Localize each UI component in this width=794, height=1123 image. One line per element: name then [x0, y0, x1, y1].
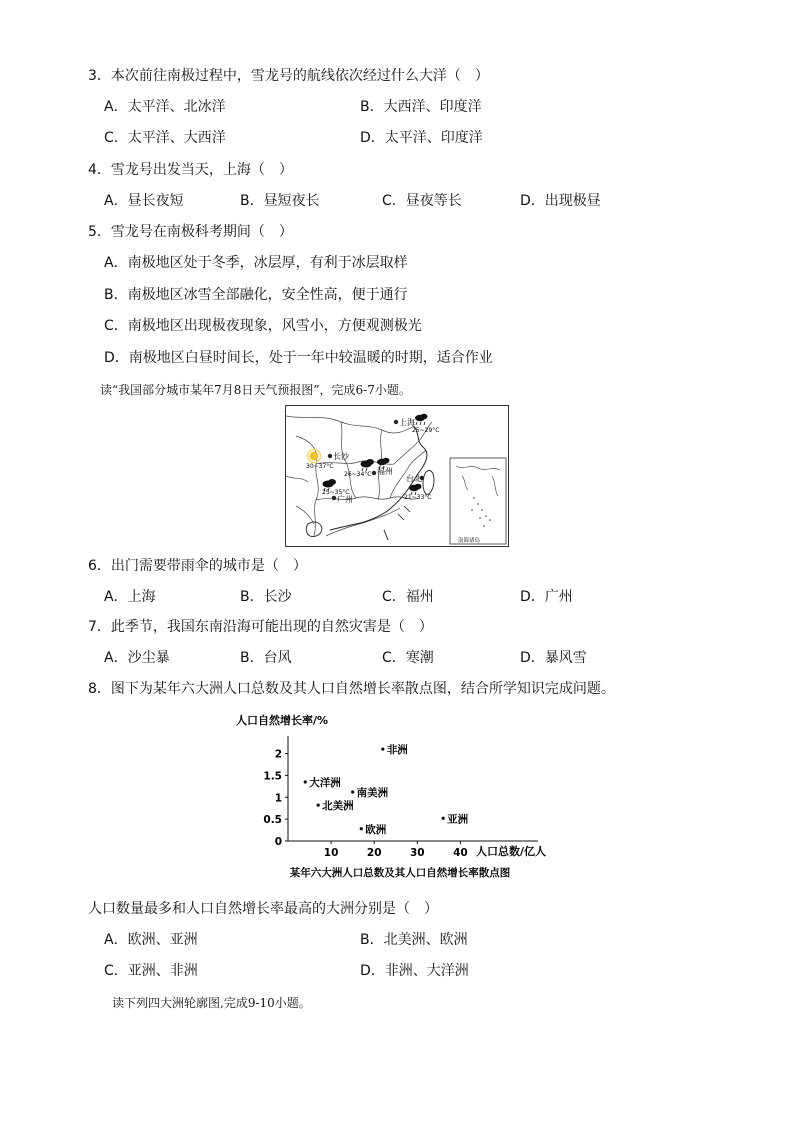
- y-tick-label: 0: [274, 836, 282, 848]
- sun-icon: [308, 450, 321, 463]
- data-point: [442, 817, 445, 820]
- q5-option-a: A．南极地区处于冬季，冰层厚，有利于冰层取样: [104, 255, 408, 271]
- inset-label: 南海诸岛: [458, 538, 481, 544]
- data-point: [381, 748, 384, 751]
- q7-option-c: C．寒潮: [382, 650, 434, 666]
- changsha-dot: [328, 454, 332, 458]
- weather-map: [285, 405, 509, 547]
- inset-frame: [450, 458, 506, 544]
- data-point-label: 北美洲: [322, 800, 354, 813]
- q8-stem: 8．图下为某年六大洲人口总数及其人口自然增长率散点图，结合所学知识完成问题。: [88, 681, 615, 697]
- x-tick-label: 40: [453, 847, 468, 859]
- chart-y-label: 人口自然增长率/%: [236, 714, 329, 727]
- cloud-rain-icon: [361, 459, 375, 471]
- data-point-label: 欧洲: [365, 823, 387, 836]
- province-boundary: [316, 497, 418, 500]
- chart-x-label: 人口总数/亿人: [476, 845, 547, 858]
- cloud-rain-icon: [415, 414, 428, 425]
- q5-option-b: B．南极地区冰雪全部融化，安全性高，便于通行: [104, 287, 408, 303]
- q3-stem: 3．本次前往南极过程中，雪龙号的航线依次经过什么大洋（ ）: [88, 68, 489, 84]
- sea-mark: [404, 506, 410, 512]
- data-point: [304, 780, 307, 783]
- taibei-label: 台北: [406, 474, 422, 483]
- changsha-label: 长沙: [333, 452, 349, 461]
- x-tick-label: 30: [409, 847, 425, 859]
- q6-option-b: B．长沙: [240, 589, 292, 605]
- chart-y-ticks: [263, 749, 288, 849]
- q7-option-b: B．台风: [240, 650, 292, 666]
- y-tick-label: 1: [274, 792, 282, 805]
- sea-mark: [384, 530, 388, 540]
- fuzhou-temp: 26~34°C: [344, 471, 372, 478]
- q6-option-c: C．福州: [382, 589, 434, 605]
- shanghai-label: 上海: [399, 418, 415, 427]
- province-boundary: [286, 476, 308, 482]
- taiwan-island: [423, 470, 434, 494]
- q4-option-c: C．昼夜等长: [382, 193, 462, 209]
- province-boundary: [286, 416, 414, 433]
- data-point-label: 亚洲: [447, 813, 469, 826]
- data-point-label: 大洋洲: [309, 776, 341, 789]
- q3-option-c: C．太平洋、大西洋: [104, 130, 226, 146]
- q4-option-a: A．昼长夜短: [104, 193, 184, 209]
- q3-option-d: D．太平洋、印度洋: [360, 130, 483, 146]
- intro-6-7: 读“我国部分城市某年7月8日天气预报图”，完成6-7小题。: [100, 383, 411, 397]
- q7-stem: 7．此季节，我国东南沿海可能出现的自然灾害是（ ）: [88, 619, 433, 635]
- shanghai-temp: 25~29°C: [412, 427, 440, 434]
- q4-option-b: B．昼短夜长: [240, 193, 320, 209]
- taibei-temp: 21~33°C: [404, 494, 432, 501]
- data-point-label: 南美洲: [356, 787, 389, 799]
- q3-option-a: A．太平洋、北冰洋: [104, 99, 226, 115]
- q5-stem: 5．雪龙号在南极科考期间（ ）: [88, 224, 293, 240]
- x-tick-label: 10: [323, 847, 339, 859]
- q5-option-c: C．南极地区出现极夜现象，风雪小，方便观测极光: [104, 318, 422, 334]
- province-boundary: [296, 506, 314, 524]
- x-tick-label: 20: [366, 847, 382, 859]
- chart-x-ticks: [324, 841, 468, 859]
- q8-option-d: D．非洲、大洋洲: [360, 963, 469, 979]
- q5-option-d: D．南极地区白昼时间长，处于一年中较温暖的时期，适合作业: [104, 350, 493, 366]
- q8-option-a: A．欧洲、亚洲: [104, 932, 198, 948]
- data-point: [317, 804, 320, 807]
- weather-map-svg: [286, 406, 508, 546]
- guangzhou-dot: [332, 496, 336, 500]
- shanghai-dot: [394, 420, 398, 424]
- guangzhou-label: 广州: [337, 495, 353, 504]
- data-point-label: 非洲: [386, 744, 408, 757]
- changsha-temp: 30~37°C: [306, 463, 334, 470]
- fuzhou-dot: [372, 471, 376, 475]
- y-tick-label: 2: [274, 748, 282, 761]
- y-tick-label: 1.5: [263, 770, 282, 783]
- q4-stem: 4．雪龙号出发当天，上海（ ）: [88, 162, 293, 178]
- chart-points: [304, 743, 469, 836]
- scatter-chart: [230, 708, 570, 893]
- q7-option-a: A．沙尘暴: [104, 650, 170, 666]
- q6-option-a: A．上海: [104, 589, 156, 605]
- q6-stem: 6．出门需要带雨伞的城市是（ ）: [88, 558, 307, 574]
- y-tick-label: 0.5: [263, 814, 282, 827]
- q7-option-d: D．暴风雪: [520, 650, 587, 666]
- fuzhou-label: 福州: [377, 467, 393, 476]
- sea-mark: [398, 514, 404, 520]
- data-point: [351, 790, 354, 793]
- q8-question: 人口数量最多和人口自然增长率最高的大洲分别是（ ）: [88, 901, 438, 917]
- intro-9-10: 读下列四大洲轮廓图,完成9-10小题。: [112, 996, 311, 1010]
- q8-option-b: B．北美洲、欧洲: [360, 932, 468, 948]
- chart-title: 某年六大洲人口总数及其人口自然增长率散点图: [289, 867, 511, 879]
- q3-option-b: B．大西洋、印度洋: [360, 99, 482, 115]
- province-boundary: [296, 436, 318, 536]
- data-point: [360, 827, 363, 830]
- q4-option-d: D．出现极昼: [520, 193, 601, 209]
- guangzhou-temp: 25~35°C: [322, 489, 350, 496]
- q6-option-d: D．广州: [520, 589, 573, 605]
- q8-option-c: C．亚洲、非洲: [104, 963, 198, 979]
